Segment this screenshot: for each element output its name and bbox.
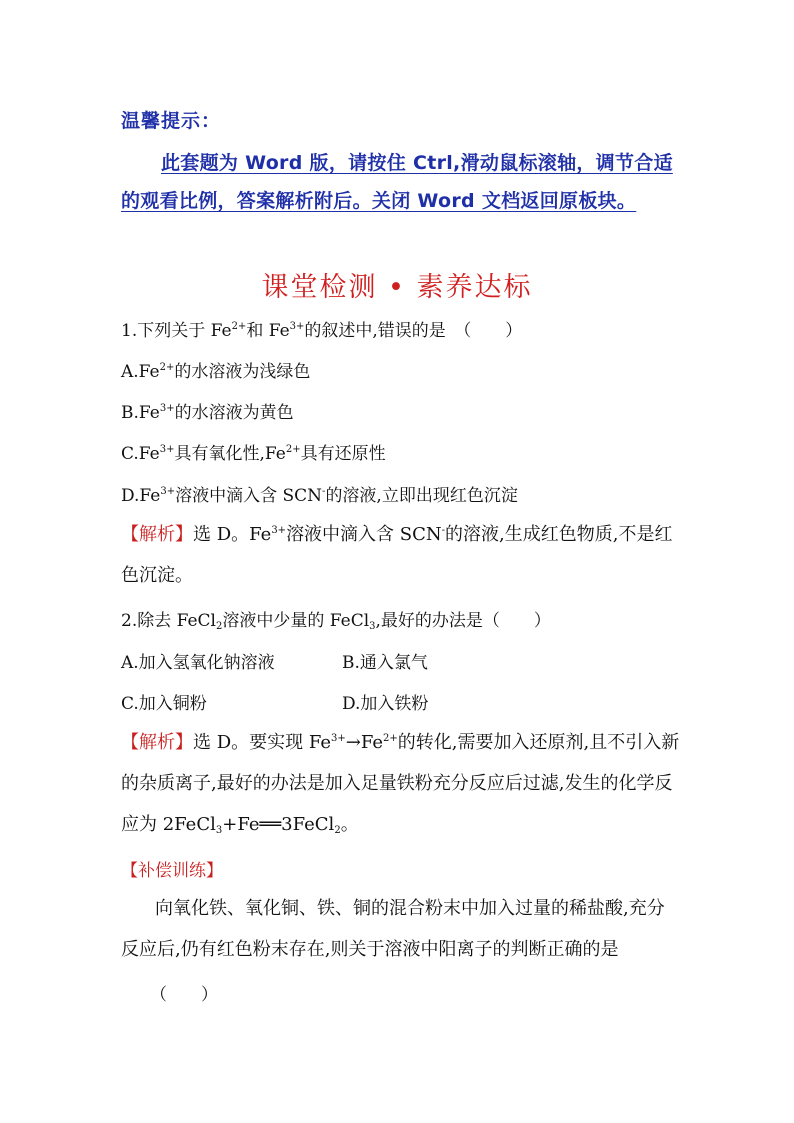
practice-answer-paren: （ ） (150, 985, 218, 1005)
section-title: 课堂检测 • 素养达标 (261, 272, 533, 303)
analysis-tag: 【解析】 (121, 732, 193, 753)
q2-option-c: C.加入铜粉 (121, 694, 207, 714)
q2-option-d: D.加入铁粉 (342, 694, 429, 714)
q1-option-a: $A.Fe^{2+}$的水溶液为浅绿色 (121, 362, 311, 382)
q1-option-c: $C.Fe^{3+}$具有氧化性$,Fe^{2+}$具有还原性 (121, 444, 386, 464)
q2-options-row-2 (121, 689, 207, 714)
q1-option-b: $B.Fe^{3+}$的水溶液为黄色 (121, 403, 294, 423)
notice-body: 此套题为 Word 版，请按住 Ctrl,滑动鼠标滚轴，调节合适的观看比例，答案解析附后。关闭 Word 文档返回原板块。 (121, 152, 673, 212)
q2-option-a: A.加入氢氧化钠溶液 (121, 653, 275, 673)
analysis-tag: 【解析】 (121, 524, 193, 545)
q1-stem: 1.下列关于 $Fe^{2+}$和 $Fe^{3+}$的叙述中,错误的是 （ ） (121, 321, 523, 341)
notice-title: 温馨提示： (121, 110, 222, 132)
practice-body: 向氧化铁、氧化铜、铁、铜的混合粉末中加入过量的稀盐酸,充分反应后,仍有红色粉末存在,则关于溶液中阳离子的判断正确的是 (121, 898, 665, 960)
q2-analysis: 【解析】选 D。要实现 $Fe^{3+}\to Fe^{2+}$的转化,需要加入还原剂,且不引入新的杂质离子,最好的办法是加入足量铁粉充分反应后过滤,发生的化学反应为 2FeCl$_3$+Fe══3FeCl$_2$。 (121, 732, 680, 836)
practice-tag: 【补偿训练】 (121, 861, 223, 881)
q2-options-row-1 (121, 648, 275, 673)
q1-analysis: 【解析】选 D。$Fe^{3+}$溶液中滴入含 SCN-的溶液,生成红色物质,不是红色沉淀。 (121, 524, 673, 586)
q2-option-b: B.通入氯气 (342, 653, 428, 673)
q2-stem: 2.除去 FeCl$_2$溶液中少量的 FeCl$_3$,最好的办法是（ ） (121, 611, 551, 632)
q1-option-d: $D.Fe^{3+}$溶液中滴入含 SCN-的溶液,立即出现红色沉淀 (121, 486, 518, 506)
